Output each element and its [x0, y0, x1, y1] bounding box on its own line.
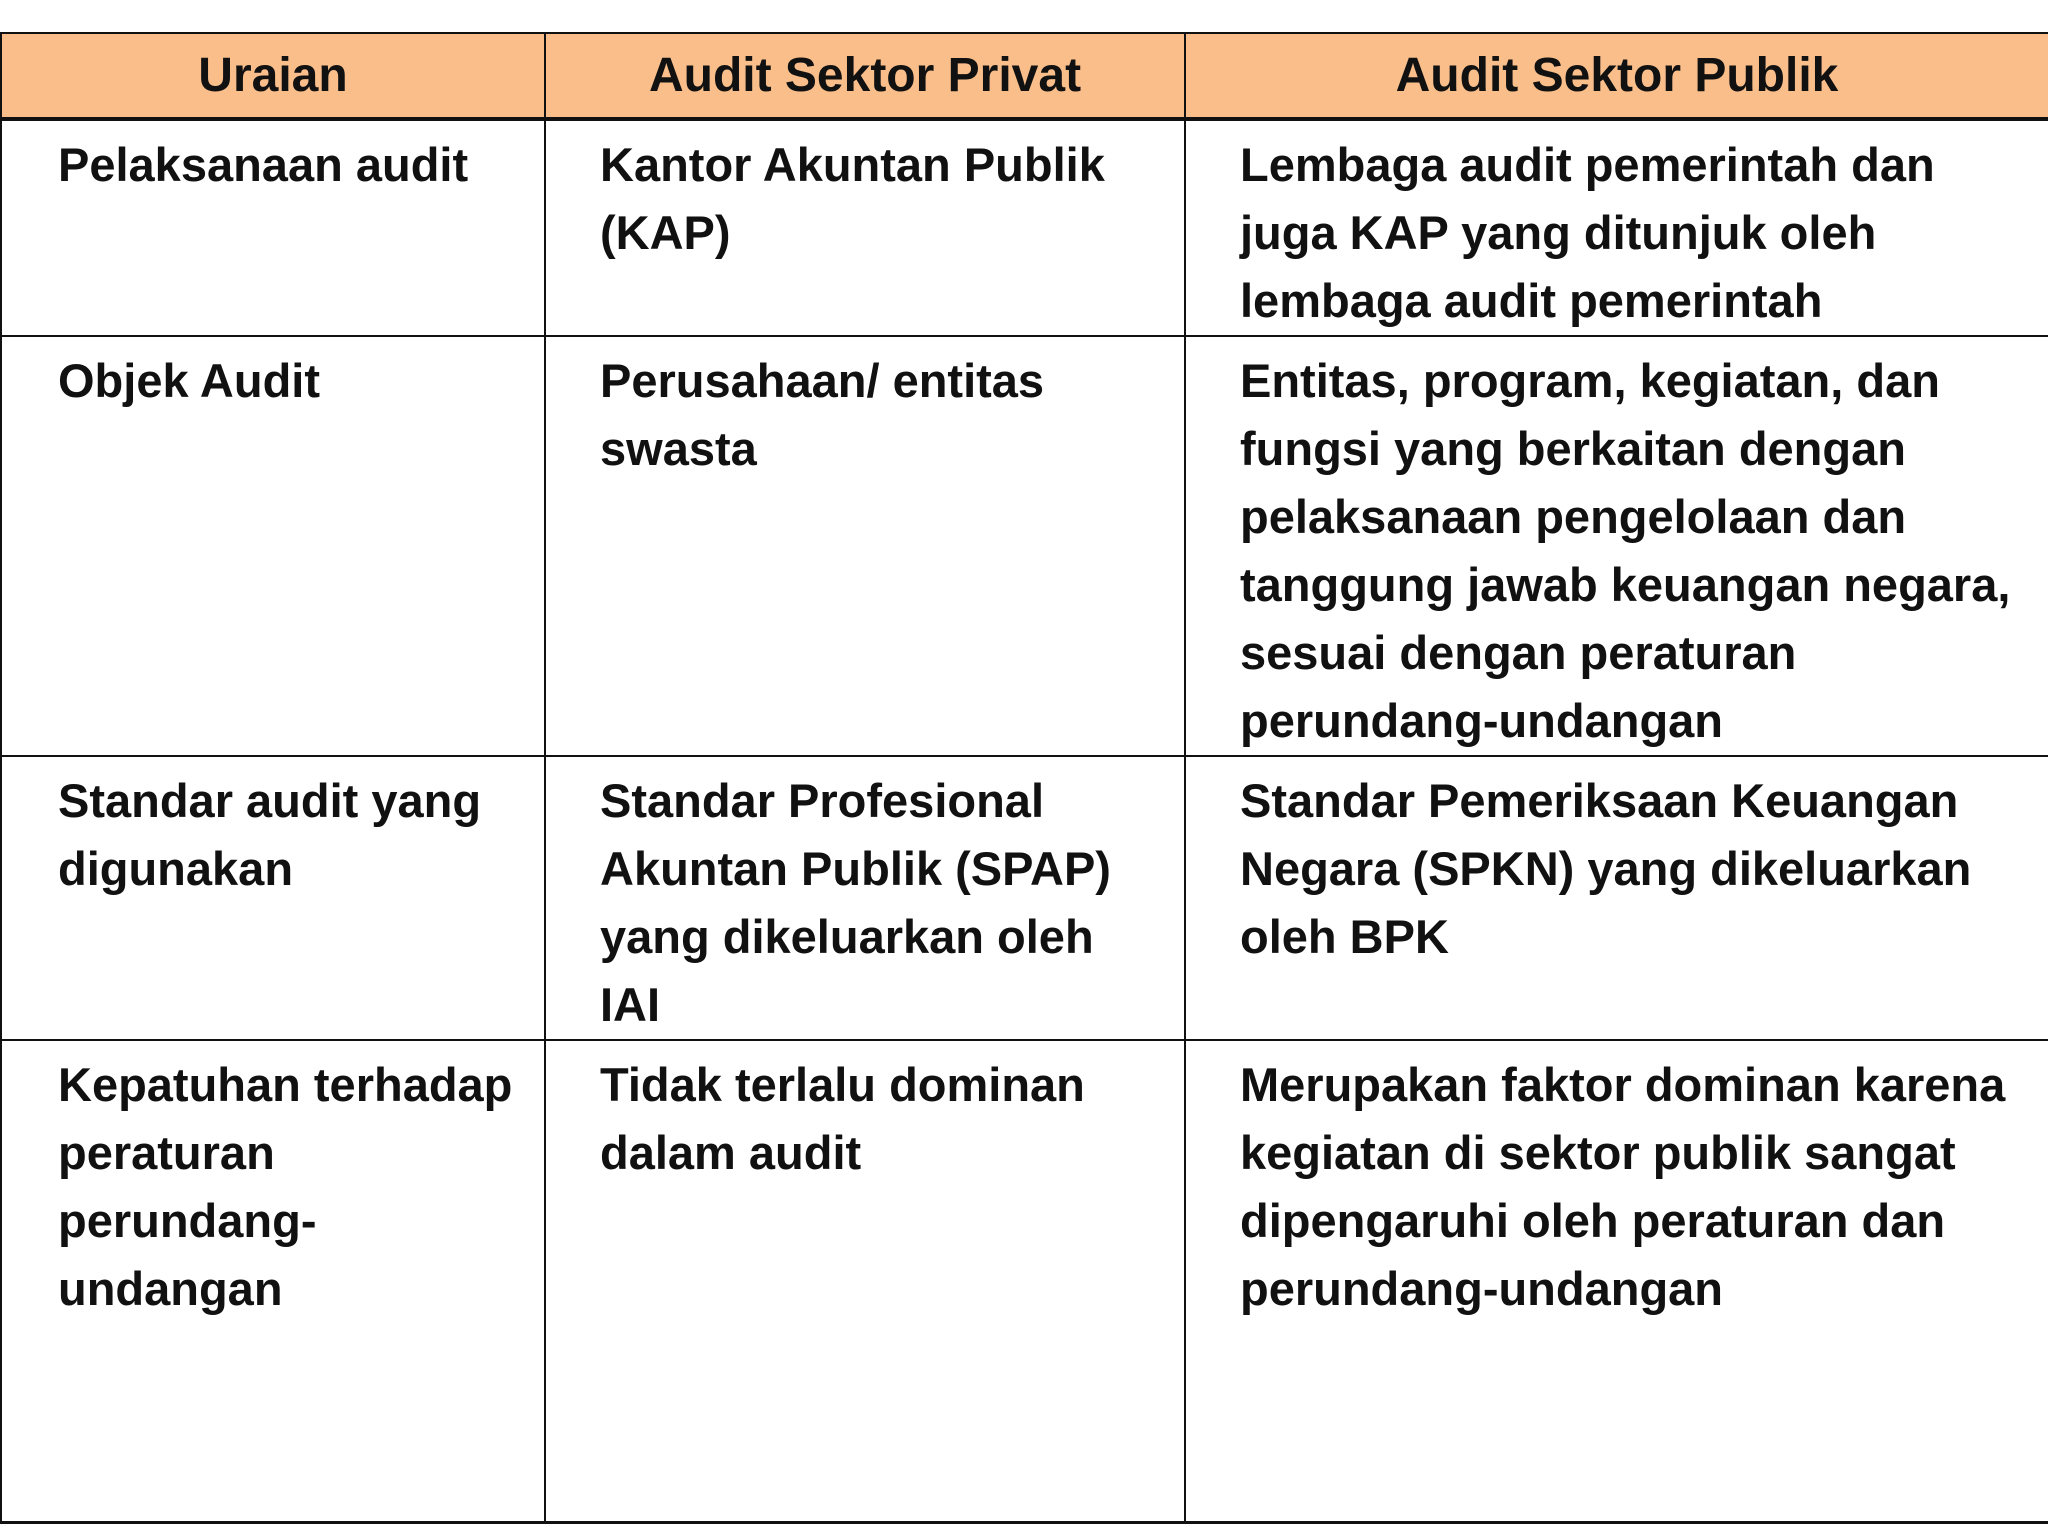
cell-item: Objek Audit: [1, 336, 545, 756]
comparison-table: [0, 32, 2048, 1524]
cell-public: Standar Pemeriksaan Keuangan Negara (SPKN) yang dikeluarkan oleh BPK: [1185, 756, 2048, 1040]
table-row: [1, 756, 2048, 1040]
table-row: [1, 1040, 2048, 1522]
cell-public: Lembaga audit pemerintah dan juga KAP yang ditunjuk oleh lembaga audit pemerintah: [1185, 119, 2048, 336]
table-row: [1, 336, 2048, 756]
cell-private: Standar Profesional Akuntan Publik (SPAP) yang dikeluarkan oleh IAI: [545, 756, 1185, 1040]
table-row: [1, 119, 2048, 336]
header-row: [1, 33, 2048, 119]
cell-public: Merupakan faktor dominan karena kegiatan di sektor publik sangat dipengaruhi oleh peraturan dan perundang-undangan: [1185, 1040, 2048, 1522]
header-audit-sektor-privat: Audit Sektor Privat: [545, 33, 1185, 119]
table-body: [1, 119, 2048, 1522]
cell-private: Kantor Akuntan Publik (KAP): [545, 119, 1185, 336]
cell-private: Tidak terlalu dominan dalam audit: [545, 1040, 1185, 1522]
cell-private: Perusahaan/ entitas swasta: [545, 336, 1185, 756]
header-uraian: Uraian: [1, 33, 545, 119]
cell-item: Kepatuhan terhadap peraturan perundang-undangan: [1, 1040, 545, 1522]
cell-item: Standar audit yang digunakan: [1, 756, 545, 1040]
cell-item: Pelaksanaan audit: [1, 119, 545, 336]
cell-public: Entitas, program, kegiatan, dan fungsi yang berkaitan dengan pelaksanaan pengelolaan dan tanggung jawab keuangan negara, sesuai dengan peraturan perundang-undangan: [1185, 336, 2048, 756]
header-audit-sektor-publik: Audit Sektor Publik: [1185, 33, 2048, 119]
table-header: [1, 33, 2048, 119]
